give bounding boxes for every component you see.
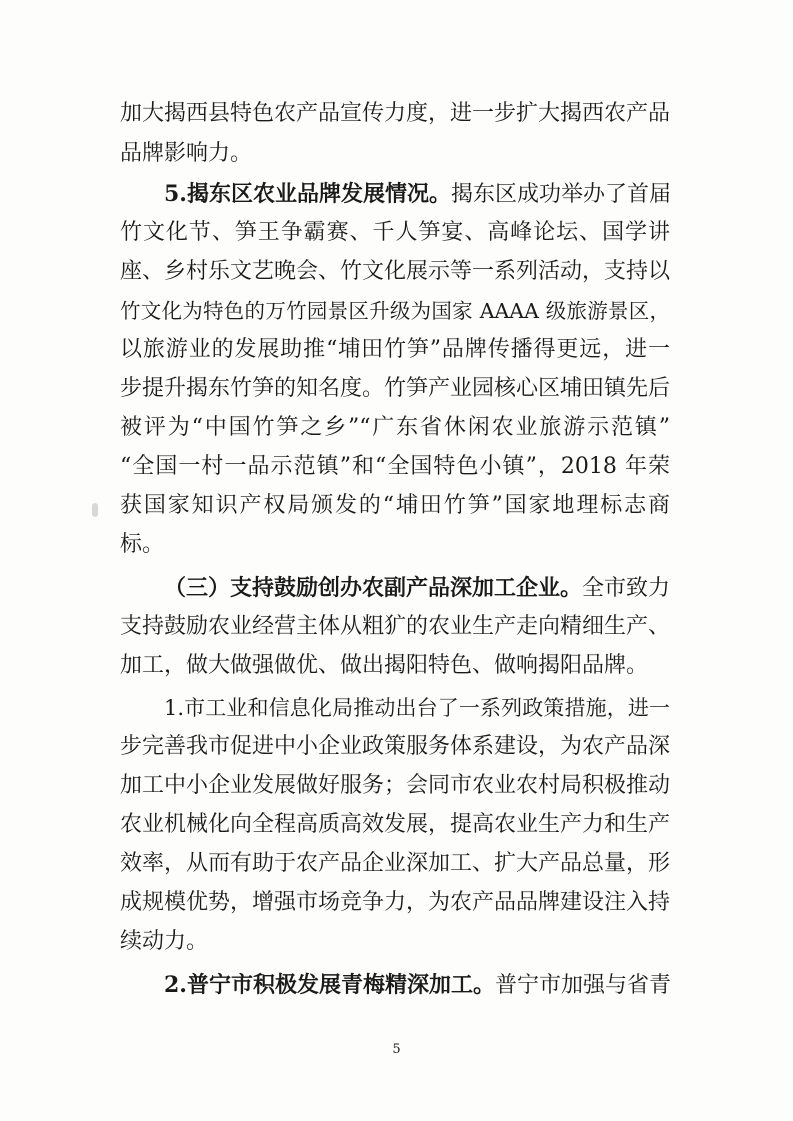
text-line: 品牌影响力。 (120, 141, 253, 166)
text-line: 步完善我市促进中小企业政策服务体系建设，为农产品深 (120, 734, 671, 759)
text-line: 获国家知识产权局颁发的“埔田竹笋”国家地理标志商 (120, 493, 670, 518)
text-line: 竹文化节、笋王争霸赛、千人笋宴、高峰论坛、国学讲 (120, 220, 670, 245)
text-line: 竹文化为特色的万竹园景区升级为国家 AAAA 级旅游景区， (120, 299, 670, 323)
text-line: “全国一村一品示范镇”和“全国特色小镇”，2018 年荣 (120, 454, 670, 479)
paragraph-heading-puning: 2.普宁市积极发展青梅精深加工。普宁市加强与省青 (164, 972, 671, 998)
page-number: 5 (392, 1042, 401, 1057)
section-heading-3: （三）支持鼓励创办农副产品深加工企业。全市致力 (164, 575, 671, 601)
text-line: 座、乡村乐文艺晚会、竹文化展示等一系列活动，支持以 (120, 259, 671, 284)
paragraph-heading-jiedong: 5.揭东区农业品牌发展情况。揭东区成功举办了首届 (164, 181, 671, 207)
text-line: 加工，做大做强做优、做出揭阳特色、做响揭阳品牌。 (120, 653, 649, 678)
text-line: 被评为“中国竹笋之乡”“广东省休闲农业旅游示范镇” (120, 415, 670, 440)
text-line: 成规模优势，增强市场竞争力，为农产品品牌建设注入持 (120, 890, 671, 915)
text-line: 支持鼓励农业经营主体从粗犷的农业生产走向精细生产、 (120, 614, 671, 639)
text-line: 步提升揭东竹笋的知名度。竹笋产业园核心区埔田镇先后 (120, 376, 671, 401)
scan-speck (92, 503, 98, 517)
text-line: 续动力。 (120, 929, 209, 954)
text-line: 加工中小企业发展做好服务；会同市农业农村局积极推动 (120, 773, 671, 798)
text-line: 标。 (120, 532, 165, 557)
text-line: 农业机械化向全程高质高效发展，提高农业生产力和生产 (120, 812, 671, 837)
text-line: 效率，从而有助于农产品企业深加工、扩大产品总量，形 (120, 851, 671, 876)
text-line: 1.市工业和信息化局推动出台了一系列政策措施，进一 (164, 696, 670, 720)
text-line: 加大揭西县特色农产品宣传力度，进一步扩大揭西农产品 (120, 101, 671, 126)
text-line: 以旅游业的发展助推“埔田竹笋”品牌传播得更远，进一 (120, 337, 670, 362)
